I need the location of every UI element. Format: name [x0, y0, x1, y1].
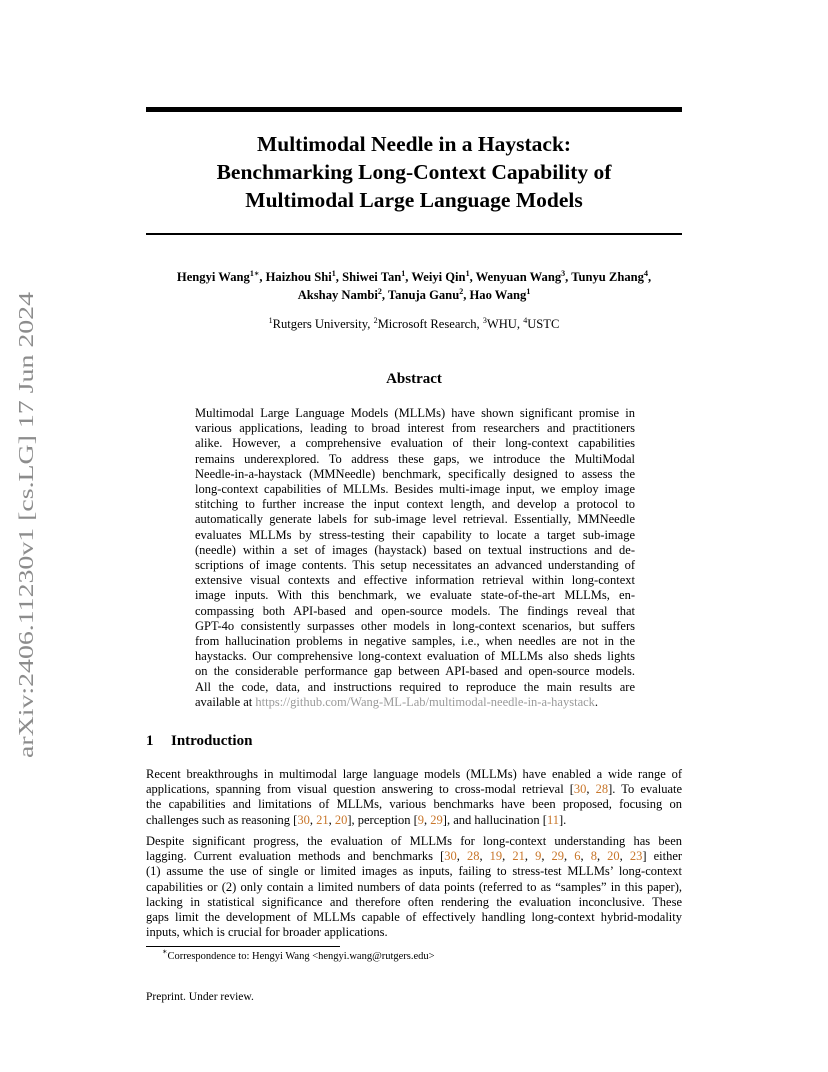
- title-top-rule: [146, 107, 682, 112]
- citation-link[interactable]: 11: [546, 812, 559, 827]
- citation-link[interactable]: 23: [629, 849, 643, 864]
- affiliations: [146, 316, 682, 332]
- affiliation-name: Microsoft Research,: [377, 317, 483, 331]
- paragraph-text: (1) assume the use of single or limited images as inputs, failing to stress-test MLLMs’ long-context: [146, 864, 682, 879]
- paragraph-text: ,: [541, 849, 552, 864]
- paragraph-text: ,: [596, 849, 608, 864]
- paragraph-line: [146, 880, 682, 895]
- citation-link[interactable]: 28: [466, 849, 480, 864]
- author-name: Hao Wang: [469, 288, 527, 302]
- section-number: 1: [146, 733, 154, 749]
- abstract-line: stitching to further increase the input context length, and develop a protocol to: [195, 497, 635, 512]
- paragraph-line: [146, 834, 682, 849]
- abstract-line: evaluates MLLMs by stress-testing their capability to locate a target sub-image: [195, 527, 635, 542]
- affiliation-name: Rutgers University,: [272, 317, 374, 331]
- paragraph-text: ,: [456, 849, 467, 864]
- citation-link[interactable]: 29: [430, 812, 443, 827]
- author-name: Wenyuan Wang: [475, 270, 562, 284]
- author-line: [120, 268, 708, 286]
- abstract-line: on the considerable performance gap between API-based and open-source models.: [195, 664, 635, 679]
- paragraph-text: inputs, which is crucial for broader applications.: [146, 925, 388, 940]
- footnote-rule: [146, 946, 340, 947]
- paragraph-line: [146, 895, 682, 910]
- abstract-line: scriptions of image contents. This setup necessitates an advanced understanding of: [195, 558, 635, 573]
- arxiv-identifier-stamp: [2, 290, 42, 760]
- abstract-line: automatically generate labels for sub-image level retrieval. Essentially, MMNeedle: [195, 512, 635, 527]
- citation-link[interactable]: 6: [574, 849, 581, 864]
- author-affiliation-mark: 1: [526, 287, 531, 296]
- paragraph-text: Recent breakthroughs in multimodal large language models (MLLMs) have enabled a wide range of: [146, 767, 682, 781]
- paragraph-line: [146, 925, 682, 940]
- citation-link[interactable]: 8: [590, 849, 597, 864]
- abstract-line: image inputs. With this benchmark, we evaluate state-of-the-art MLLMs, en-: [195, 588, 635, 603]
- author-separator: ,: [463, 288, 470, 302]
- author-name: Tanuja Ganu: [387, 288, 460, 302]
- abstract-line: Multimodal Large Language Models (MLLMs) have shown significant promise in: [195, 406, 635, 420]
- title-line: Benchmarking Long-Context Capability of: [216, 160, 612, 184]
- author-name: Hengyi Wang: [176, 270, 250, 284]
- paragraph-text: ,: [424, 812, 431, 827]
- abstract-line: haystacks. Our comprehensive long-context evaluation of MLLMs also sheds lights: [195, 649, 635, 664]
- paragraph-text: ,: [328, 812, 335, 827]
- author-name: Shiwei Tan: [342, 270, 402, 284]
- paragraph-line: [146, 849, 682, 864]
- footnote: [162, 947, 435, 963]
- abstract-line: extensive visual contexts and effective information retrieval within long-context: [195, 573, 635, 588]
- author-separator: ,: [259, 270, 266, 284]
- citation-link[interactable]: 21: [316, 812, 329, 827]
- author-name: Akshay Nambi: [297, 288, 378, 302]
- title-line: Multimodal Needle in a Haystack:: [256, 132, 572, 156]
- paragraph-text: ], perception [: [347, 812, 418, 827]
- author-separator: ,: [405, 270, 412, 284]
- paragraph-text: ,: [502, 849, 513, 864]
- author-separator: ,: [335, 270, 343, 284]
- paragraph-text: the capabilities and limitations of MLLMs, various benchmarks have been proposed, focusing on: [146, 797, 682, 812]
- author-affiliation-mark: 2: [459, 287, 464, 296]
- abstract-text: .: [594, 694, 599, 709]
- citation-link[interactable]: 30: [444, 849, 457, 864]
- affiliation-name: WHU,: [486, 317, 524, 331]
- citation-link[interactable]: 21: [512, 849, 525, 864]
- citation-link[interactable]: 9: [417, 812, 425, 827]
- affiliation-mark: 4: [523, 316, 528, 325]
- author-name: Tunyu Zhang: [571, 270, 644, 284]
- code-link[interactable]: https://github.com/Wang-ML-Lab/multimodal-needle-in-a-haystack: [255, 694, 595, 709]
- author-line: [120, 286, 708, 304]
- paragraph-line: [146, 797, 682, 812]
- paragraph-text: ,: [619, 849, 630, 864]
- abstract-line: compassing both API-based and open-source models. The findings reveal that: [195, 603, 635, 618]
- paragraph-line: [146, 767, 682, 782]
- author-list: [120, 268, 708, 304]
- section-title: Introduction: [171, 733, 253, 749]
- abstract-body: [195, 406, 635, 710]
- author-separator: ,: [469, 270, 476, 284]
- paragraph-line: [146, 864, 682, 879]
- citation-link[interactable]: 20: [607, 849, 620, 864]
- paragraph-text: ,: [580, 849, 591, 864]
- citation-link[interactable]: 30: [297, 812, 310, 827]
- affiliation-mark: 3: [482, 316, 487, 325]
- footnote-mark: ∗: [162, 947, 168, 956]
- author-affiliation-mark: 3: [561, 269, 566, 278]
- abstract-text: available at: [195, 694, 256, 709]
- paragraph-line: [146, 910, 682, 925]
- section-heading: [146, 732, 252, 750]
- author-name: Haizhou Shi: [265, 270, 332, 284]
- abstract-heading: Abstract: [386, 371, 442, 387]
- abstract-line: from hallucination problems in negative samples, i.e., when needles are not in the: [195, 634, 635, 649]
- intro-paragraph: [146, 767, 682, 828]
- paragraph-text: ], and hallucination [: [442, 812, 547, 827]
- citation-link[interactable]: 20: [334, 812, 348, 827]
- paragraph-text: Despite significant progress, the evaluation of MLLMs for long-context understanding has been: [146, 834, 682, 848]
- citation-link[interactable]: 28: [595, 782, 609, 797]
- citation-link[interactable]: 30: [573, 782, 587, 797]
- citation-link[interactable]: 19: [489, 849, 503, 864]
- affiliation-mark: 2: [373, 316, 378, 325]
- abstract-line: various applications, leading to broad interest from researchers and practitioners: [195, 421, 635, 436]
- arxiv-stamp-text: arXiv:2406.11230v1 [cs.LG] 17 Jun 2024: [14, 406, 38, 758]
- preprint-note: Preprint. Under review.: [146, 991, 254, 1003]
- abstract-line: long-context capabilities of MLLMs. Besides multi-image input, we employ image: [195, 482, 635, 497]
- paragraph-text: lagging. Current evaluation methods and benchmarks [: [146, 849, 445, 864]
- author-affiliation-mark: 2: [377, 287, 382, 296]
- paragraph-text: ,: [524, 849, 536, 864]
- author-separator: ,: [565, 270, 572, 284]
- author-name: Weiyi Qin: [411, 270, 466, 284]
- paragraph-line: [146, 782, 682, 797]
- author-affiliation-mark: 1: [401, 269, 406, 278]
- paragraph-text: gaps limit the development of MLLMs capable of effectively handling long-context hybrid-modality: [146, 910, 682, 925]
- title-bottom-rule: [146, 233, 682, 235]
- paper-title: [146, 130, 682, 214]
- abstract-line: All the code, data, and instructions required to reproduce the main results are: [195, 679, 635, 694]
- paragraph-text: capabilities or (2) only contain a limited numbers of data points (referred to as “samples” in this paper),: [146, 879, 682, 894]
- paragraph-text: challenges such as reasoning [: [146, 812, 298, 827]
- paragraph-text: ].: [558, 812, 567, 827]
- affiliation-name: USTC: [527, 317, 560, 331]
- abstract-line: Needle-in-a-haystack (MMNeedle) benchmark, specifically designed to assess the: [195, 466, 635, 481]
- citation-link[interactable]: 29: [551, 849, 565, 864]
- author-affiliation-mark: 1∗: [249, 269, 260, 278]
- author-affiliation-mark: 4: [643, 269, 648, 278]
- abstract-line: (needle) within a set of images (haystack) based on textual instructions and de-: [195, 542, 635, 557]
- paragraph-line: [146, 813, 682, 828]
- paragraph-text: ] either: [642, 849, 683, 864]
- author-separator: ,: [381, 288, 388, 302]
- abstract-line: alike. However, a comprehensive evaluation of their long-context capabilities: [195, 436, 635, 451]
- paragraph-text: applications, spanning from visual question answering to cross-modal retrieval [: [146, 782, 574, 797]
- title-line: Multimodal Large Language Models: [245, 188, 583, 212]
- intro-paragraph: [146, 834, 682, 940]
- abstract-line: GPT-4o consistently surpasses other models in long-context scenarios, but suffers: [195, 618, 635, 633]
- paragraph-text: ,: [586, 782, 596, 797]
- abstract-line: [195, 695, 635, 710]
- author-separator: ,: [647, 270, 652, 284]
- paragraph-text: ]. To evaluate: [608, 782, 683, 797]
- citation-link[interactable]: 9: [535, 849, 542, 864]
- affiliation-mark: 1: [268, 316, 273, 325]
- author-affiliation-mark: 1: [331, 269, 336, 278]
- paragraph-text: ,: [479, 849, 490, 864]
- paragraph-text: lacking in statistical significance and therefore often rendering the evaluation inconclusive. These: [146, 894, 682, 909]
- footnote-text: Correspondence to: Hengyi Wang <hengyi.wang@rutgers.edu>: [167, 951, 435, 962]
- paragraph-text: ,: [564, 849, 575, 864]
- abstract-line: remains underexplored. To address these gaps, we introduce the MultiModal: [195, 451, 635, 466]
- paragraph-text: ,: [309, 812, 317, 827]
- author-affiliation-mark: 1: [465, 269, 470, 278]
